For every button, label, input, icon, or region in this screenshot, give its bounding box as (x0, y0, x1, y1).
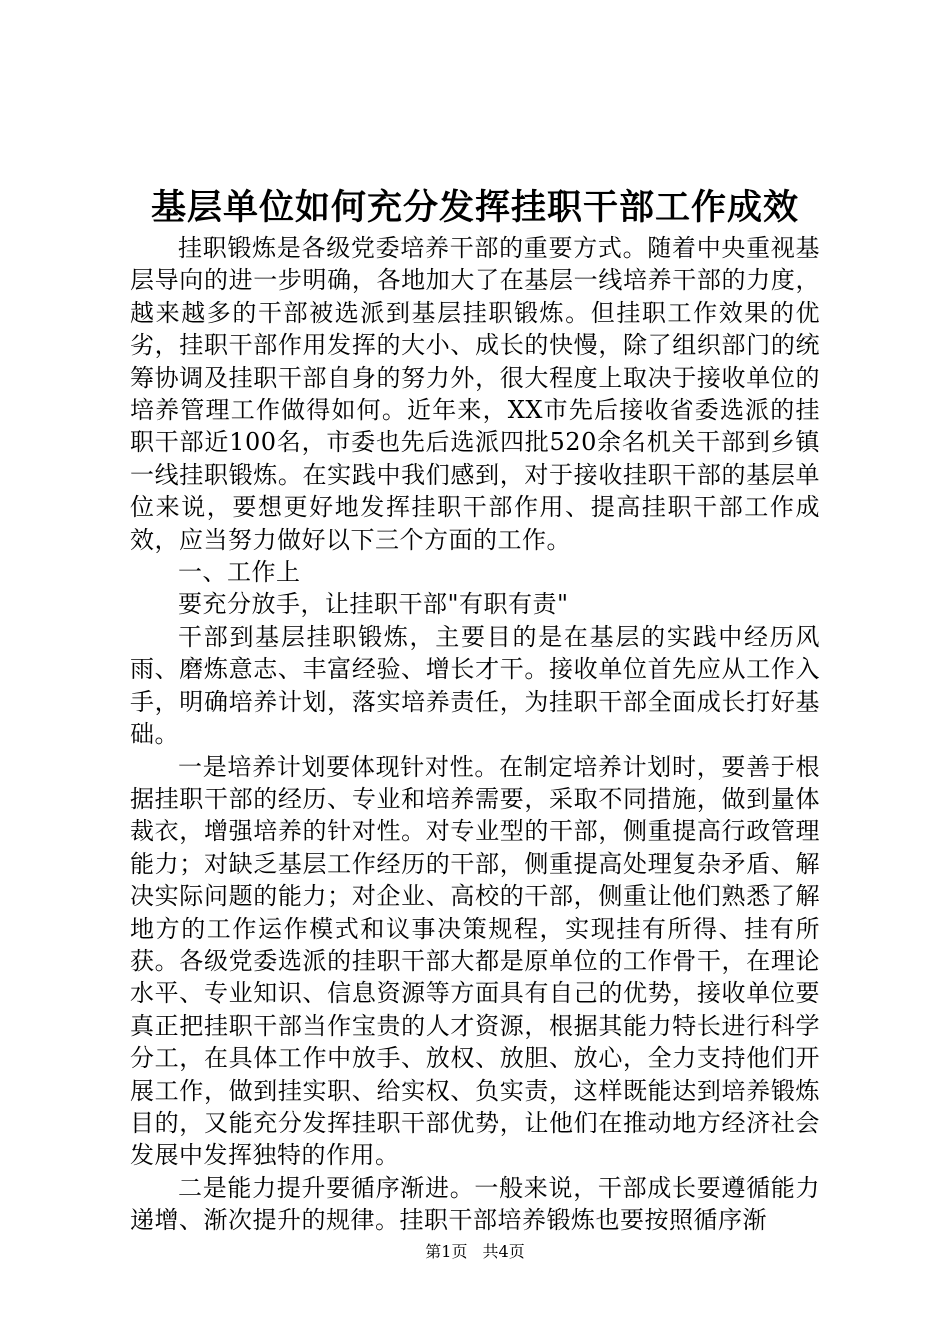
document-title: 基层单位如何充分发挥挂职干部工作成效 (150, 188, 799, 228)
document-body (130, 232, 820, 1237)
paragraph-intro: 挂职锻炼是各级党委培养干部的重要方式。随着中央重视基层导向的进一步明确，各地加大了在基层一线培养干部的力度，越来越多的干部被选派到基层挂职锻炼。但挂职工作效果的优劣，挂职干部作用发挥的大小、成长的快慢，除了组织部门的统筹协调及挂职干部自身的努力外，很大程度上取决于接收单位的培养管理工作做得如何。近年来，XX市先后接收省委选派的挂职干部近100名，市委也先后选派四批520余名机关干部到乡镇一线挂职锻炼。在实践中我们感到，对于接收挂职干部的基层单位来说，要想更好地发挥挂职干部作用、提高挂职干部工作成效，应当努力做好以下三个方面的工作。 (130, 234, 820, 554)
page-total: 共4页 (482, 1242, 525, 1261)
paragraph: 干部到基层挂职锻炼，主要目的是在基层的实践中经历风雨、磨炼意志、丰富经验、增长才干。接收单位首先应从工作入手，明确培养计划，落实培养责任，为挂职干部全面成长打好基础。 (130, 622, 820, 749)
page-number: 第1页 (425, 1242, 468, 1261)
page-footer (0, 1240, 950, 1264)
section-heading: 一、工作上 (178, 558, 301, 587)
paragraph: 二是能力提升要循序渐进。一般来说，干部成长要遵循能力递增、渐次提升的规律。挂职干部培养锻炼也要按照循序渐 (130, 1173, 820, 1235)
paragraph: 一是培养计划要体现针对性。在制定培养计划时，要善于根据挂职干部的经历、专业和培养需要，采取不同措施，做到量体裁衣，增强培养的针对性。对专业型的干部，侧重提高行政管理能力；对缺乏基层工作经历的干部，侧重提高处理复杂矛盾、解决实际问题的能力；对企业、高校的干部，侧重让他们熟悉了解地方的工作运作模式和议事决策规程，实现挂有所得、挂有所获。各级党委选派的挂职干部大都是原单位的工作骨干，在理论水平、专业知识、信息资源等方面具有自己的优势，接收单位要真正把挂职干部当作宝贵的人才资源，根据其能力特长进行科学分工，在具体工作中放手、放权、放胆、放心，全力支持他们开展工作，做到挂实职、给实权、负实责，这样既能达到培养锻炼目的，又能充分发挥挂职干部优势，让他们在推动地方经济社会发展中发挥独特的作用。 (130, 752, 820, 1170)
section-subheading: 要充分放手，让挂职干部"有职有责" (178, 590, 569, 619)
